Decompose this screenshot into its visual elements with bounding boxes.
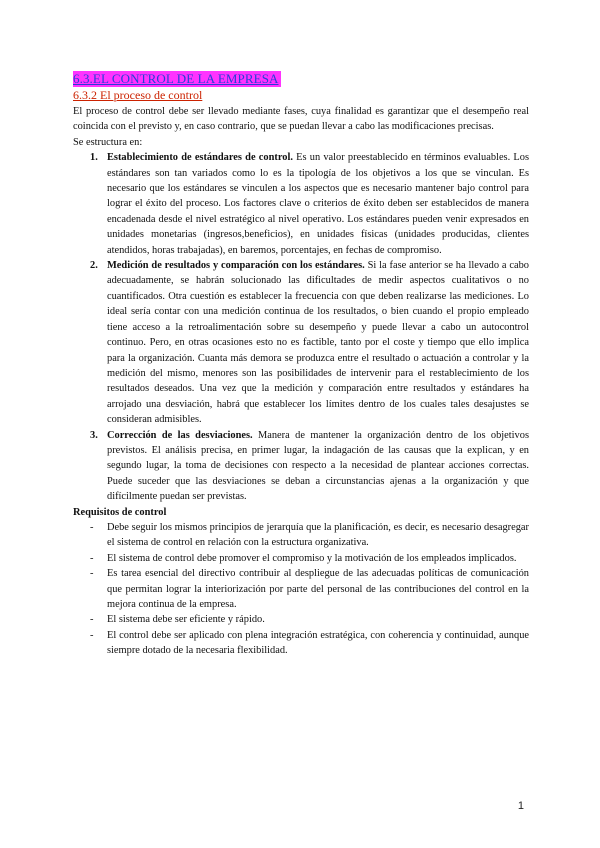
section-title: 6.3.EL CONTROL DE LA EMPRESA: [73, 71, 279, 86]
dash-bullet: -: [90, 629, 94, 641]
requirements-list: [73, 520, 529, 659]
step-heading: Establecimiento de estándares de control.: [107, 152, 293, 164]
subsection-title: 6.3.2 El proceso de control: [73, 88, 203, 102]
dash-bullet: -: [90, 568, 94, 580]
requirement-text: El sistema debe ser eficiente y rápido.: [107, 614, 265, 626]
page-number: 1: [517, 800, 524, 812]
dash-bullet: -: [90, 614, 94, 626]
requirements-heading: Requisitos de control: [73, 506, 167, 518]
step-number: 2.: [90, 260, 98, 272]
requirement-text: El sistema de control debe promover el compromiso y la motivación de los empleados implicados.: [107, 552, 517, 564]
intro-paragraph: El proceso de control debe ser llevado mediante fases, cuya finalidad es garantizar que el desempeño real coincida con el previsto y, en caso contrario, que se puedan llevar a cabo las modificaciones precisas.: [73, 106, 529, 133]
requirement-item: [73, 612, 529, 627]
requirement-item: [73, 628, 529, 659]
step-number: 3.: [90, 429, 98, 441]
requirement-item: [73, 566, 529, 612]
requirement-text: Debe seguir los mismos principios de jerarquía que la planificación, es decir, es necesario desagregar el sistema de control en relación con la estructura organizativa.: [107, 521, 529, 549]
process-steps-list: [73, 150, 529, 504]
title-block: [73, 71, 529, 87]
process-step: [73, 258, 529, 427]
step-text: Si la fase anterior se ha llevado a cabo adecuadamente, se habrán solucionado las dificultades de medir aspectos cualitativos o no cuantificados. Otra cuestión es establecer la frecuencia con que deben realizarse las mediciones. Lo ideal sería contar con una medición continua de los resultados, o bien cuando el propio empleado tiene acceso a la retroalimentación sobre su desempeño y puede llevar a cabo un autocontrol continuo. Pero, en otras ocasiones esto no es factible, tanto por el coste y tiempo que ello implica para la organización. Cuanta más demora se produzca entre el resultado o actuación a controlar y la medición del mismo, menores son las posibilidades de intervenir para el restablecimiento de los resultados deseados. Una vez que la medición y comparación entre resultados y estándares ha arrojado una desviación, habrá que establecer los límites dentro de los cuales tales desajustes se consideran admisibles.: [107, 260, 529, 426]
requirement-text: El control debe ser aplicado con plena integración estratégica, con coherencia y continuidad, aunque siempre dotado de la necesaria flexibilidad.: [107, 629, 529, 657]
structure-lead: Se estructura en:: [73, 136, 143, 148]
process-step: [73, 428, 529, 505]
requirement-text: Es tarea esencial del directivo contribuir al despliegue de las adecuadas políticas de comunicación que permitan lograr la interiorización por parte del personal de las contribuciones del control en la mejora continua de la empresa.: [107, 568, 529, 610]
document-page: [73, 71, 529, 659]
step-text: Manera de mantener la organización dentro de los objetivos previstos. El análisis precisa, en primer lugar, la indagación de las causas que la explican, y en segundo lugar, la toma de decisiones con respecto a la necesidad de plantear acciones correctas. Puede suceder que las desviaciones se deban a circunstancias ajenas a la organización y que difícilmente puedan ser previstas.: [107, 429, 529, 503]
step-number: 1.: [90, 152, 98, 164]
dash-bullet: -: [90, 521, 94, 533]
requirement-item: [73, 520, 529, 551]
step-heading: Medición de resultados y comparación con los estándares.: [107, 260, 365, 272]
step-heading: Corrección de las desviaciones.: [107, 429, 253, 441]
requirement-item: [73, 551, 529, 566]
dash-bullet: -: [90, 552, 94, 564]
process-step: [73, 150, 529, 258]
step-text: Es un valor preestablecido en términos evaluables. Los estándares son tan variados como lo es la tipología de los objetivos a los que se vinculan. Es necesario que los estándares se vinculen a los aspectos que es necesario mantener bajo control para lograr el éxito del proceso. Los factores clave o criterios de éxito deben ser establecidos de manera encadenada desde el nivel estratégico al nivel operativo. Los estándares pueden venir expresados en unidades monetarias (ingresos,beneficios), en unidades físicas (unidades producidas, clientes atendidos, horas trabajadas), en baremos, porcentajes, en fechas de compromiso.: [107, 152, 529, 256]
